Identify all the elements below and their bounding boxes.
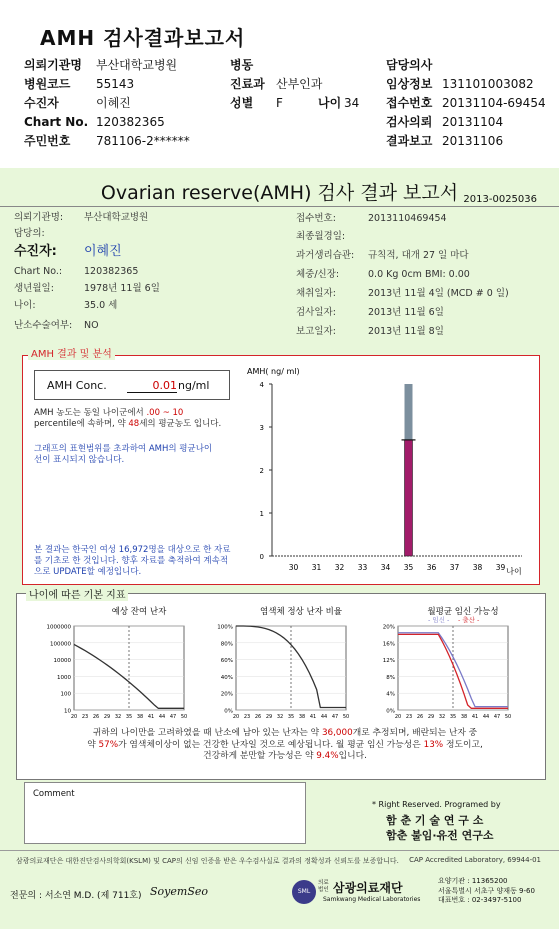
org-english-name: Samkwang Medical Laboratories	[323, 896, 421, 903]
chart-x-tick: 50	[342, 714, 350, 720]
chart-x-tick: 50	[504, 714, 512, 720]
chart-x-tick: 20	[70, 714, 78, 720]
amh-y-tick: 4	[259, 381, 264, 389]
chart-y-tick: 60%	[220, 658, 233, 665]
amh-value-bar	[405, 440, 413, 556]
chart-x-tick: 26	[254, 714, 262, 720]
amh-x-tick: 32	[334, 563, 345, 572]
chart-y-tick: 100%	[217, 624, 233, 631]
age-section-heading: 나이에 따른 기본 지표	[26, 586, 128, 601]
chart-x-tick: 32	[438, 714, 446, 720]
chart-x-tick: 20	[232, 714, 240, 720]
amh-x-tick: 30	[288, 563, 299, 572]
chart-y-tick: 80%	[220, 641, 233, 648]
egg-reserve-chart	[36, 604, 192, 726]
amh-section-heading: AMH 결과 및 분석	[28, 345, 115, 360]
chart-x-tick: 23	[243, 714, 251, 720]
chart-y-tick: 8%	[386, 674, 395, 681]
chart-y-tick: 0%	[386, 708, 395, 715]
comment-box	[24, 782, 306, 844]
chart-x-tick: 23	[405, 714, 413, 720]
legend-0: - 임신 -	[428, 616, 450, 624]
institute-name-2: 함춘 불임·유전 연구소	[386, 829, 494, 842]
amh-x-tick: 33	[357, 563, 368, 572]
amh-x-tick: 36	[426, 563, 437, 572]
report-sheet	[0, 168, 559, 929]
amh-x-tick: 37	[449, 563, 460, 572]
chart-x-tick: 41	[471, 714, 479, 720]
chart-y-tick: 20%	[220, 691, 233, 698]
chart-x-tick: 47	[493, 714, 501, 720]
chart-title: 염색체 정상 난자 비율	[259, 607, 343, 617]
chart-y-tick: 100000	[50, 641, 71, 648]
normal-egg-chart	[198, 604, 348, 726]
org-name: 삼광의료재단	[333, 881, 403, 895]
chart-x-tick: 20	[394, 714, 402, 720]
amh-y-tick: 1	[259, 510, 264, 518]
samkwang-logo-icon: SML	[292, 880, 316, 904]
chart-x-tick: 32	[276, 714, 284, 720]
chart-y-tick: 12%	[382, 658, 395, 665]
chart-y-tick: 20%	[382, 624, 395, 631]
org-small-label: 의료법인	[318, 880, 329, 893]
amh-data-note: 본 결과는 한국인 여성 16,972명을 대상으로 한 자료를 기초로 한 것입니다. 향후 자료를 축적하여 계속적으로 UPDATE할 예정입니다.	[34, 545, 231, 577]
accreditation-note: 삼광의료재단은 대한진단검사의학회(KSLM) 및 CAP의 신임 인증을 받은 우수검사실로 결과의 정확성과 신뢰도를 보증합니다.	[16, 857, 399, 865]
age-summary: 귀하의 나이만을 고려하였을 때 난소에 남아 있는 난자는 약 36,000개로 추정되며, 배란되는 난자 중 약 57%가 염색체이상이 없는 건강한 난자일 것으로 예상됩니다. 월 평균 임신 가능성은 13% 정도이고, 건강하게 분만할 가능성은 약 9.4%입니다.	[87, 728, 483, 761]
chart-x-tick: 35	[287, 714, 295, 720]
chart-y-tick: 1000000	[46, 624, 71, 631]
chart-y-tick: 100	[60, 691, 71, 698]
amh-y-tick: 0	[259, 553, 264, 561]
amh-conc-value: 0.01	[127, 379, 177, 393]
chart-y-tick: 0%	[224, 708, 233, 715]
chart-x-tick: 44	[482, 714, 490, 720]
comment-label: Comment	[33, 789, 75, 799]
footer-divider	[0, 850, 559, 851]
pregnancy-chart	[360, 604, 510, 726]
rights-text: * Right Reserved. Programed by	[372, 800, 501, 809]
chart-x-tick: 44	[320, 714, 328, 720]
chart-x-tick: 38	[460, 714, 468, 720]
chart-x-tick: 41	[309, 714, 317, 720]
chart-y-tick: 4%	[386, 691, 395, 698]
amh-x-tick: 39	[495, 563, 506, 572]
chart-x-tick: 26	[416, 714, 424, 720]
chart-x-tick: 26	[92, 714, 100, 720]
amh-y-tick: 2	[259, 467, 264, 475]
report-title: AMH 검사결과보고서	[40, 26, 246, 50]
chart-y-tick: 1000	[57, 674, 71, 681]
chart-x-tick: 29	[427, 714, 435, 720]
chart-x-tick: 23	[81, 714, 89, 720]
amh-y-tick: 3	[259, 424, 264, 432]
patient-info-right: 접수번호: 2013110469454 최종월경일: 과거생리습관: 규칙적, 대개 27 일 마다 체중/신장: 0.0 Kg 0cm BMI: 0.00 채취일자: 2013년 11월 4일 (MCD # 0 일) 검사일자: 2013년 11월 6일 보고일자: 2013년 11월 8일	[296, 213, 509, 337]
amh-x-tick: 34	[380, 563, 391, 572]
chart-title: 예상 잔여 난자	[111, 607, 167, 617]
amh-conc-unit: ng/ml	[178, 379, 210, 392]
institute-name: 함 춘 기 술 연 구 소	[386, 814, 484, 827]
cap-number: CAP Accredited Laboratory, 69944-01	[409, 856, 541, 864]
chart-title: 월평균 임신 가능성	[427, 607, 499, 617]
amh-x-label: 나이	[506, 567, 522, 576]
amh-x-tick: 38	[472, 563, 483, 572]
amh-y-label: AMH( ng/ ml)	[247, 367, 300, 376]
chart-x-tick: 35	[125, 714, 133, 720]
legend-1: - 출산 -	[458, 616, 480, 624]
amh-x-tick: 31	[311, 563, 322, 572]
chart-x-tick: 38	[298, 714, 306, 720]
amh-note: 그래프의 표현범위를 초과하여 AMH의 평균나이선이 표시되지 않습니다.	[34, 444, 213, 465]
amh-reference-range-bar	[405, 384, 413, 440]
chart-x-tick: 29	[103, 714, 111, 720]
chart-y-tick: 10	[64, 708, 71, 715]
amh-x-tick: 35	[403, 563, 414, 572]
sheet-title: Ovarian reserve(AMH) 검사 결과 보고서	[100, 182, 459, 204]
chart-x-tick: 47	[169, 714, 177, 720]
amh-conc-box	[34, 370, 230, 400]
chart-x-tick: 38	[136, 714, 144, 720]
sheet-code: 2013-0025036	[463, 194, 537, 205]
chart-y-tick: 40%	[220, 674, 233, 681]
chart-x-tick: 50	[180, 714, 188, 720]
signature: SoyemSeo	[150, 885, 208, 898]
chart-x-tick: 41	[147, 714, 155, 720]
patient-info-left: 의뢰기관명: 부산대학교병원 담당의: 수진자: 이혜진 Chart No.: 120382365 생년월일: 1978년 11월 6일 나이: 35.0 세 난소수술여부: NO	[14, 212, 160, 331]
header-right: 담당의사 임상정보 131101003082 접수번호 20131104-69454 검사의뢰 20131104 결과보고 20131106	[386, 58, 546, 148]
doctor-signature-line: 전문의 : 서소연 M.D. (제 711호)	[10, 891, 142, 901]
chart-y-tick: 10000	[53, 658, 71, 665]
chart-y-tick: 16%	[382, 641, 395, 648]
chart-x-tick: 35	[449, 714, 457, 720]
title-divider	[0, 206, 559, 207]
org-contact: 요양기관 : 11365200 서울특별시 서초구 양재동 9-60 대표번호 : 02-3497-5100	[438, 877, 535, 904]
amh-chart	[244, 362, 534, 584]
header-middle: 병동 진료과 산부인과 성별 F 나이 34	[230, 58, 360, 110]
chart-x-tick: 32	[114, 714, 122, 720]
amh-interpretation: AMH 농도는 동일 나이군에서 .00 ~ 10 percentile에 속하며, 약 48세의 평균농도 입니다.	[34, 408, 222, 429]
chart-x-tick: 47	[331, 714, 339, 720]
amh-conc-label: AMH Conc.	[47, 379, 107, 392]
chart-x-tick: 29	[265, 714, 273, 720]
chart-x-tick: 44	[158, 714, 166, 720]
header-left: 의뢰기관명 부산대학교병원 병원코드 55143 수진자 이혜진 Chart No. 120382365 주민번호 781106-2******	[24, 58, 190, 148]
